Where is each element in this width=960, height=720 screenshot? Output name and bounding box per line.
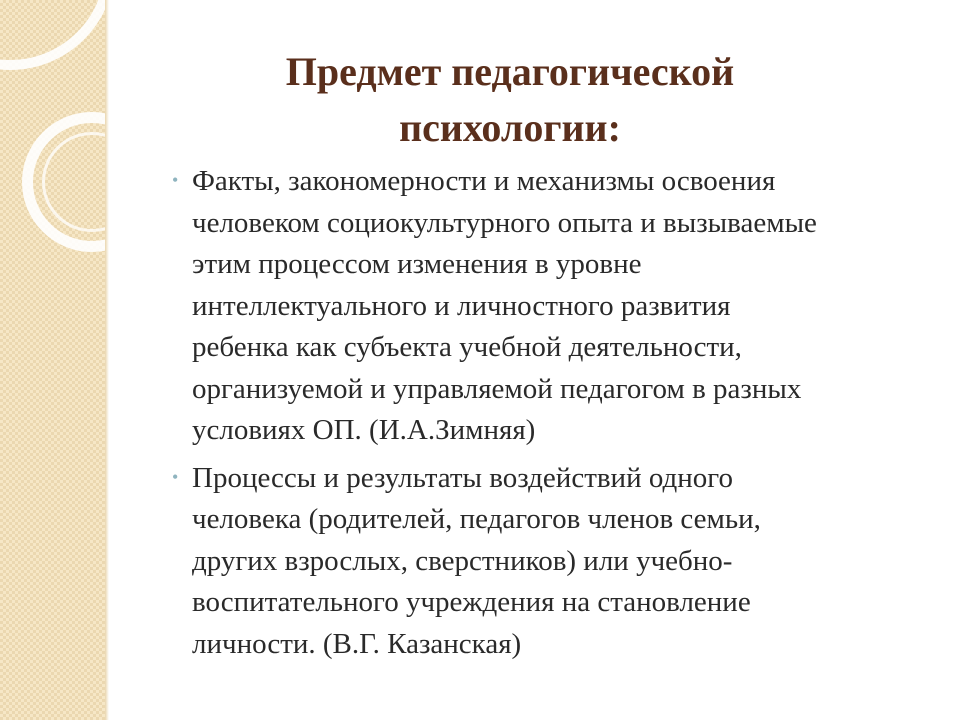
bullet-2-line-3: других взрослых, сверстников) или учебно- [192, 544, 733, 577]
bullet-dot-icon: • [172, 466, 179, 487]
side-panel-edge [105, 0, 109, 720]
bullet-1-line-6: организуемой и управляемой педагогом в разных [192, 372, 802, 405]
bullet-1-line-3: этим процессом изменения в уровне [192, 248, 642, 280]
bullet-1-line-5: ребенка как субъекта учебной деятельности, [192, 331, 742, 363]
slide-title-line-1: Предмет педагогической [285, 49, 735, 94]
bullet-list [168, 161, 928, 671]
bullet-2-line-5: личности. (В.Г. Казанская) [192, 627, 522, 660]
slide-title [180, 44, 840, 156]
bullet-2-line-1: Процессы и результаты воздействий одного [192, 461, 733, 494]
decorative-side-panel [0, 0, 105, 720]
bullet-item-1 [168, 161, 928, 452]
bullet-2-line-4: воспитательного учреждения на становление [192, 586, 751, 618]
bullet-dot-icon: • [172, 170, 179, 190]
bullet-2-line-2: человека (родителей, педагогов членов семьи, [192, 503, 761, 535]
slide-title-line-2: психологии: [399, 105, 621, 150]
bullet-1-line-2: человеком социокультурного опыта и вызываемые [192, 206, 817, 239]
bullet-1-line-4: интеллектуального и личностного развития [192, 289, 731, 322]
bullet-1-line-7: условиях ОП. (И.А.Зимняя) [192, 414, 536, 446]
bullet-item-2 [168, 458, 928, 666]
decorative-ring-top [0, 0, 105, 70]
bullet-1-line-1: Факты, закономерности и механизмы освоения [192, 165, 776, 197]
